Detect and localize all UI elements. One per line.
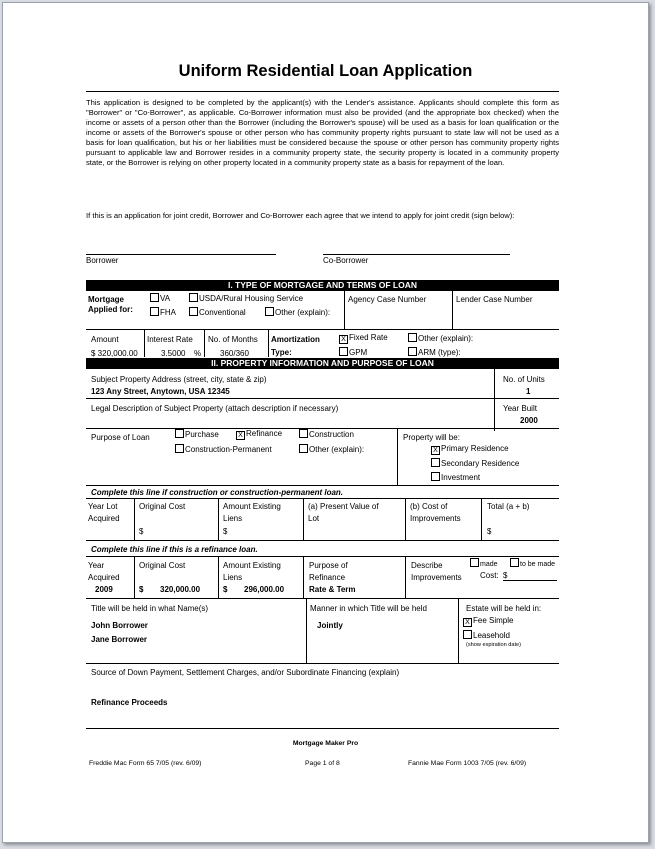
arm-option[interactable] xyxy=(408,347,461,357)
primary-residence-label: Primary Residence xyxy=(441,444,509,453)
conventional-checkbox[interactable] xyxy=(189,307,198,316)
divider xyxy=(144,329,145,357)
coborrower-signature-label: Co-Borrower xyxy=(323,256,369,265)
arm-checkbox[interactable] xyxy=(408,347,417,356)
applied-for-label: Applied for: xyxy=(88,305,133,314)
purchase-option[interactable] xyxy=(175,429,219,439)
divider xyxy=(458,598,459,663)
divider xyxy=(452,291,453,329)
divider xyxy=(481,498,482,540)
divider xyxy=(306,598,307,663)
year-built-value: 2000 xyxy=(520,416,538,425)
to-be-made-option[interactable] xyxy=(510,558,555,568)
construction-line-heading: Complete this line if construction or construction-permanent loan. xyxy=(91,488,344,497)
leasehold-checkbox[interactable] xyxy=(463,630,472,639)
manner-value: Jointly xyxy=(317,621,343,630)
r-purpose-label-2: Refinance xyxy=(309,573,346,582)
va-checkbox[interactable] xyxy=(150,293,159,302)
divider xyxy=(134,498,135,540)
purpose-label: Purpose of Loan xyxy=(91,433,150,442)
cost-improvements-label-2: Improvements xyxy=(410,514,461,523)
va-option[interactable] xyxy=(150,293,170,303)
to-be-made-label: to be made xyxy=(520,561,556,568)
r-liens-dollar: $ xyxy=(223,585,228,594)
r-original-cost-label: Original Cost xyxy=(139,561,186,570)
row-rule xyxy=(86,663,559,664)
cost-label: Cost: xyxy=(480,571,499,580)
percent-sign: % xyxy=(194,349,202,358)
loan-application-page xyxy=(2,2,649,843)
other-mortgage-checkbox[interactable] xyxy=(265,307,274,316)
freddie-form-footer: Freddie Mac Form 65 7/05 (rev. 6/09) xyxy=(89,760,202,767)
c-liens-label-1: Amount Existing xyxy=(223,502,281,511)
divider xyxy=(405,556,406,598)
r-liens-label-1: Amount Existing xyxy=(223,561,281,570)
purchase-label: Purchase xyxy=(185,430,219,439)
leasehold-label: Leasehold xyxy=(473,631,510,640)
other-amort-label: Other (explain): xyxy=(418,334,474,343)
row-rule xyxy=(86,540,559,541)
secondary-residence-option[interactable] xyxy=(431,458,519,468)
intro-paragraph: This application is designed to be completed by the applicant(s) with the Lender's assistance. Applicants should complete this form as "Borrower" or "Co-Borrower", as applicable. Co-Borrower information must also be provided (and the appropriate box checked) when the income or assets of a person other than the Borrower (including the Borrower's spouse) will be used as a basis for loan qualification or the income or assets of the Borrower's spouse or other person who has community property rights pursuant to state law will not be used as a basis for loan qualification, but his or her liabilities must be considered because the spouse or other person has community property rights pursuant to applicable law and Borrower resides in a community property state, the security property is located in a community property state, or the Borrower is relying on other property located in a community property state as a basis for repayment of the loan. xyxy=(86,98,559,167)
arm-label: ARM (type): xyxy=(418,348,461,357)
estate-label: Estate will be held in: xyxy=(466,604,542,613)
months-label: No. of Months xyxy=(208,335,258,344)
fha-label: FHA xyxy=(160,308,176,317)
divider xyxy=(494,369,495,431)
refinance-label: Refinance xyxy=(246,429,283,438)
c-liens-dollar: $ xyxy=(223,527,228,536)
property-address-label: Subject Property Address (street, city, state & zip) xyxy=(91,375,267,384)
divider xyxy=(344,291,345,329)
title-held-label: Title will be held in what Name(s) xyxy=(91,604,209,613)
cost-improvements-label-1: (b) Cost of xyxy=(410,502,448,511)
divider xyxy=(303,556,304,598)
cost-dollar: $ xyxy=(503,571,508,580)
construction-perm-option[interactable] xyxy=(175,444,272,454)
title-name-1: John Borrower xyxy=(91,621,148,630)
describe-improvements-label-1: Describe xyxy=(411,561,443,570)
units-label: No. of Units xyxy=(503,375,545,384)
lender-case-label: Lender Case Number xyxy=(456,295,533,304)
construction-label: Construction xyxy=(309,430,354,439)
r-year-label: Year xyxy=(88,561,105,570)
total-label: Total (a + b) xyxy=(487,502,530,511)
secondary-residence-label: Secondary Residence xyxy=(441,459,520,468)
made-label: made xyxy=(480,561,498,568)
divider xyxy=(405,498,406,540)
construction-option[interactable] xyxy=(299,429,354,439)
usda-checkbox[interactable] xyxy=(189,293,198,302)
construction-perm-checkbox[interactable] xyxy=(175,444,184,453)
r-liens-value: 296,000.00 xyxy=(244,585,285,594)
divider xyxy=(303,498,304,540)
other-purpose-checkbox[interactable] xyxy=(299,444,308,453)
other-amort-checkbox[interactable] xyxy=(408,333,417,342)
r-original-cost-dollar: $ xyxy=(139,585,144,594)
other-mortgage-option[interactable] xyxy=(265,307,330,317)
fixed-rate-label: Fixed Rate xyxy=(349,333,388,342)
amount-value: $ 320,000.00 xyxy=(91,349,138,358)
mortgage-label: Mortgage xyxy=(88,295,124,304)
agency-case-label: Agency Case Number xyxy=(348,295,427,304)
row-rule xyxy=(86,598,559,599)
row-rule xyxy=(86,498,559,499)
c-original-cost-dollar: $ xyxy=(139,527,144,536)
fha-option[interactable] xyxy=(150,307,176,317)
made-checkbox[interactable] xyxy=(470,558,479,567)
page-number: Page 1 of 8 xyxy=(305,760,340,767)
r-purpose-label-1: Purpose of xyxy=(309,561,348,570)
row-rule xyxy=(86,485,559,486)
borrower-signature-label: Borrower xyxy=(86,256,119,265)
section-1-header: I. TYPE OF MORTGAGE AND TERMS OF LOAN xyxy=(86,280,559,291)
other-purpose-label: Other (explain): xyxy=(309,445,365,454)
brand-footer: Mortgage Maker Pro xyxy=(292,740,359,747)
row-rule xyxy=(86,556,559,557)
c-original-cost-label: Original Cost xyxy=(139,502,186,511)
joint-credit-text: If this is an application for joint credit, Borrower and Co-Borrower each agree that we intend to apply for joint credit (sign below): xyxy=(86,211,515,220)
c-liens-label-2: Liens xyxy=(223,514,243,523)
construction-checkbox[interactable] xyxy=(299,429,308,438)
document-title: Uniform Residential Loan Application xyxy=(178,62,473,80)
months-value: 360/360 xyxy=(220,349,249,358)
fee-simple-option[interactable] xyxy=(463,616,513,627)
row-rule xyxy=(86,728,559,729)
title-name-2: Jane Borrower xyxy=(91,635,148,644)
expiration-note: (show expiration date) xyxy=(466,642,522,648)
refinance-checkbox[interactable]: X xyxy=(236,431,245,440)
interest-rate-value: 3.5000 xyxy=(161,349,186,358)
year-built-label: Year Built xyxy=(503,404,537,413)
fixed-rate-option[interactable] xyxy=(339,333,388,344)
cost-underline xyxy=(503,580,557,581)
r-acquired-label: Acquired xyxy=(88,573,120,582)
secondary-residence-checkbox[interactable] xyxy=(431,458,440,467)
r-year-value: 2009 xyxy=(95,585,113,594)
borrower-signature-line[interactable] xyxy=(86,254,276,255)
divider xyxy=(397,428,398,485)
source-value: Refinance Proceeds xyxy=(91,698,168,707)
usda-option[interactable] xyxy=(189,293,303,303)
section-2-header: II. PROPERTY INFORMATION AND PURPOSE OF LOAN xyxy=(86,358,559,369)
fee-simple-label: Fee Simple xyxy=(473,616,514,625)
present-value-label-1: (a) Present Value of xyxy=(308,502,379,511)
made-option[interactable] xyxy=(470,558,498,568)
primary-residence-checkbox[interactable]: X xyxy=(431,446,440,455)
amortization-type-label: Type: xyxy=(271,348,292,357)
gpm-label: GPM xyxy=(349,348,368,357)
other-mortgage-label: Other (explain): xyxy=(275,308,331,317)
source-label: Source of Down Payment, Settlement Charges, and/or Subordinate Financing (explain) xyxy=(91,668,400,677)
fha-checkbox[interactable] xyxy=(150,307,159,316)
amount-label: Amount xyxy=(91,335,119,344)
other-purpose-option[interactable] xyxy=(299,444,364,454)
r-purpose-value: Rate & Term xyxy=(309,585,356,594)
property-will-be-label: Property will be: xyxy=(403,433,460,442)
coborrower-signature-line[interactable] xyxy=(323,254,510,255)
va-label: VA xyxy=(160,294,171,303)
divider xyxy=(268,329,269,357)
divider xyxy=(218,556,219,598)
fee-simple-checkbox[interactable]: X xyxy=(463,618,472,627)
year-lot-label: Year Lot xyxy=(88,502,118,511)
describe-improvements-label-2: Improvements xyxy=(411,573,462,582)
amortization-label: Amortization xyxy=(271,335,320,344)
legal-description-label: Legal Description of Subject Property (attach description if necessary) xyxy=(91,404,339,413)
investment-option[interactable] xyxy=(431,472,480,482)
refinance-option[interactable] xyxy=(236,429,282,440)
interest-rate-label: Interest Rate xyxy=(147,335,193,344)
leasehold-option[interactable] xyxy=(463,630,510,640)
divider xyxy=(204,329,205,357)
usda-label: USDA/Rural Housing Service xyxy=(199,294,304,303)
gpm-checkbox[interactable] xyxy=(339,347,348,356)
divider xyxy=(134,556,135,598)
purchase-checkbox[interactable] xyxy=(175,429,184,438)
to-be-made-checkbox[interactable] xyxy=(510,558,519,567)
title-rule xyxy=(86,91,559,92)
refinance-line-heading: Complete this line if this is a refinance loan. xyxy=(91,545,258,554)
row-rule xyxy=(86,398,559,399)
row-rule xyxy=(86,329,559,330)
property-address-value: 123 Any Street, Anytown, USA 12345 xyxy=(91,387,230,396)
units-value: 1 xyxy=(526,387,531,396)
manner-label: Manner in which Title will be held xyxy=(310,604,427,613)
conventional-option[interactable] xyxy=(189,307,246,317)
r-original-cost-value: 320,000.00 xyxy=(160,585,201,594)
primary-residence-option[interactable] xyxy=(431,444,509,455)
gpm-option[interactable] xyxy=(339,347,367,357)
other-amort-option[interactable] xyxy=(408,333,473,343)
construction-perm-label: Construction-Permanent xyxy=(185,445,272,454)
investment-label: Investment xyxy=(441,473,481,482)
present-value-label-2: Lot xyxy=(308,514,320,523)
total-dollar: $ xyxy=(487,527,492,536)
r-liens-label-2: Liens xyxy=(223,573,243,582)
fixed-rate-checkbox[interactable]: X xyxy=(339,335,348,344)
divider xyxy=(218,498,219,540)
fannie-form-footer: Fannie Mae Form 1003 7/05 (rev. 6/09) xyxy=(408,760,527,767)
investment-checkbox[interactable] xyxy=(431,472,440,481)
conventional-label: Conventional xyxy=(199,308,246,317)
lot-acquired-label: Acquired xyxy=(88,514,120,523)
